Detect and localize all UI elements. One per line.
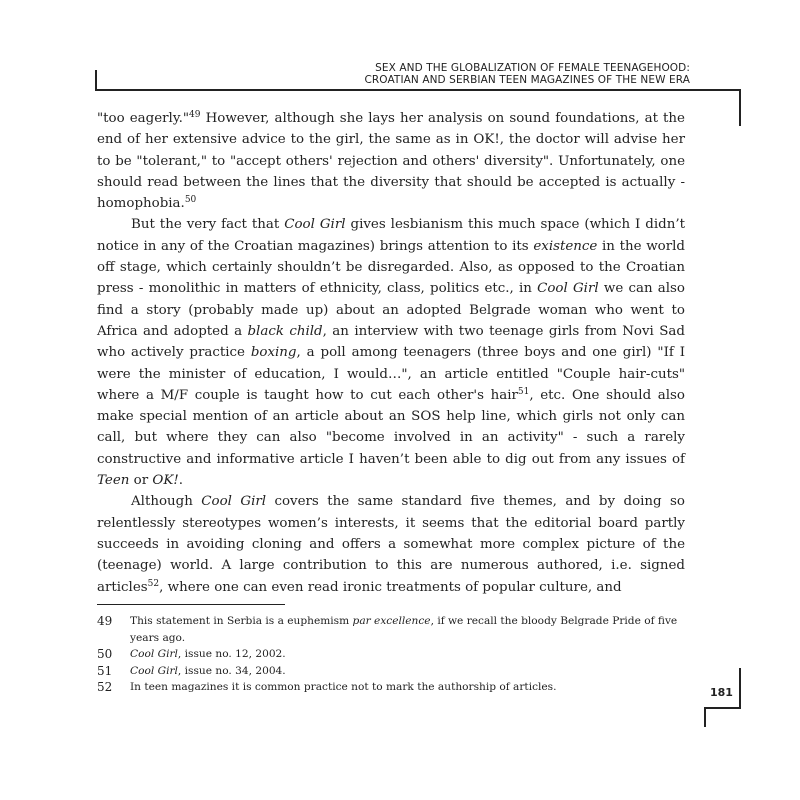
paragraph-3	[97, 491, 685, 597]
footnote-ref: 52	[147, 578, 160, 589]
paragraph-2	[97, 214, 685, 491]
text-run: .	[178, 473, 183, 489]
italic-run: Cool Girl	[130, 648, 178, 660]
running-header-line-1: SEX AND THE GLOBALIZATION OF FEMALE TEENAGEHOOD:	[375, 62, 690, 74]
text-run: , issue no. 34, 2004.	[177, 664, 286, 677]
text-run: , an interview with two teenage girls from Novi Sad who actively practice	[97, 323, 685, 361]
page-number-rule-top	[739, 668, 741, 708]
page-number-rule-bottom	[704, 707, 706, 727]
footnote-50	[97, 646, 687, 663]
italic-run: Teen	[97, 473, 130, 489]
footnote-number: 50	[97, 647, 113, 661]
italic-run: Cool Girl	[284, 217, 346, 233]
text-run: gives lesbianism this much space (which I didn’t notice in any of the Croatian magazines) brings attention to its	[97, 217, 685, 254]
footnote-text	[130, 663, 687, 680]
footnote-rule	[97, 604, 285, 605]
text-run: covers the same standard five themes, and by doing so relentlessly stereotypes women’s interests, it seems that the editorial board partly succeeds in avoiding cloning and offers a somewhat more complex picture of the (teenage) world. A large contribution to this are numerous authored, i.e. signed articles	[97, 494, 685, 595]
footnote-text	[130, 646, 687, 663]
footnotes	[97, 613, 687, 696]
italic-run: Cool Girl	[201, 494, 267, 510]
text-run: This statement in Serbia is a euphemism	[130, 615, 353, 627]
footnote-number: 49	[97, 614, 113, 628]
text-run: , if we recall the bloody Belgrade Pride of five years ago.	[130, 615, 678, 644]
footnote-ref: 50	[184, 195, 197, 206]
footnote-text	[130, 613, 687, 646]
italic-run: existence	[533, 238, 598, 254]
italic-run: boxing	[250, 345, 297, 361]
footnote-text: In teen magazines it is common practice not to mark the authorship of articles.	[130, 681, 557, 693]
text-run: , a poll among teenagers (three boys and one girl) "If I were the minister of education, I would…", an article entitled "Couple hair-cuts" where a M/F couple is taught how to cut each other's hair	[97, 345, 685, 403]
text-run: But the very fact that	[131, 217, 285, 233]
footnote-number: 51	[97, 663, 113, 678]
text-run: or	[129, 473, 153, 489]
italic-run: Cool Girl	[130, 664, 178, 677]
footnote-49	[97, 613, 687, 646]
text-run: Although	[131, 494, 202, 510]
italic-run: Cool Girl	[537, 281, 599, 297]
text-run: , issue no. 12, 2002.	[177, 648, 286, 660]
italic-run: OK!	[152, 473, 179, 489]
footnote-number: 52	[97, 680, 113, 694]
text-run: However, although she lays her analysis on sound foundations, at the end of her extensive advice to the girl, the same as in OK!, the doctor will advise her to be "tolerant," to "accept others' rejection and others' diversity". Unfortunately, one should read between the lines that the diversity that should be accepted is actually - homophobia.	[97, 111, 685, 212]
page-number: 181	[710, 686, 733, 699]
italic-run: black child	[247, 323, 323, 339]
header-rule-right	[739, 89, 741, 126]
footnote-51	[97, 663, 687, 680]
footnote-ref: 49	[189, 110, 201, 120]
running-header	[364, 62, 690, 86]
text-run: we can also find a story (probably made up) about an adopted Belgrade woman who went to Africa and adopted a	[97, 281, 685, 339]
footnote-ref: 51	[517, 386, 530, 397]
italic-run: par excellence	[352, 615, 431, 627]
text-run: , where one can even read ironic treatments of popular culture, and	[159, 579, 622, 595]
text-run: in the world off stage, which certainly shouldn’t be disregarded. Also, as opposed to the Croatian press - monolithic in matters of ethnicity, class, politics etc., in	[97, 238, 685, 297]
running-header-line-2: CROATIAN AND SERBIAN TEEN MAGAZINES OF THE NEW ERA	[364, 74, 690, 86]
footnote-52	[97, 679, 687, 696]
text-run: , etc. One should also make special mention of an article about an SOS help line, which girls not only can call, but where they can also "become involved in an activity" - such a rarely constructive and informative article I haven’t been able to dig out from any issues of	[97, 387, 685, 467]
paragraph-1	[97, 108, 685, 214]
header-rule-left	[95, 70, 97, 90]
header-rule	[95, 89, 740, 91]
page-number-rule	[704, 707, 741, 709]
body-text	[97, 108, 685, 598]
text-run: "too eagerly."	[97, 111, 190, 126]
